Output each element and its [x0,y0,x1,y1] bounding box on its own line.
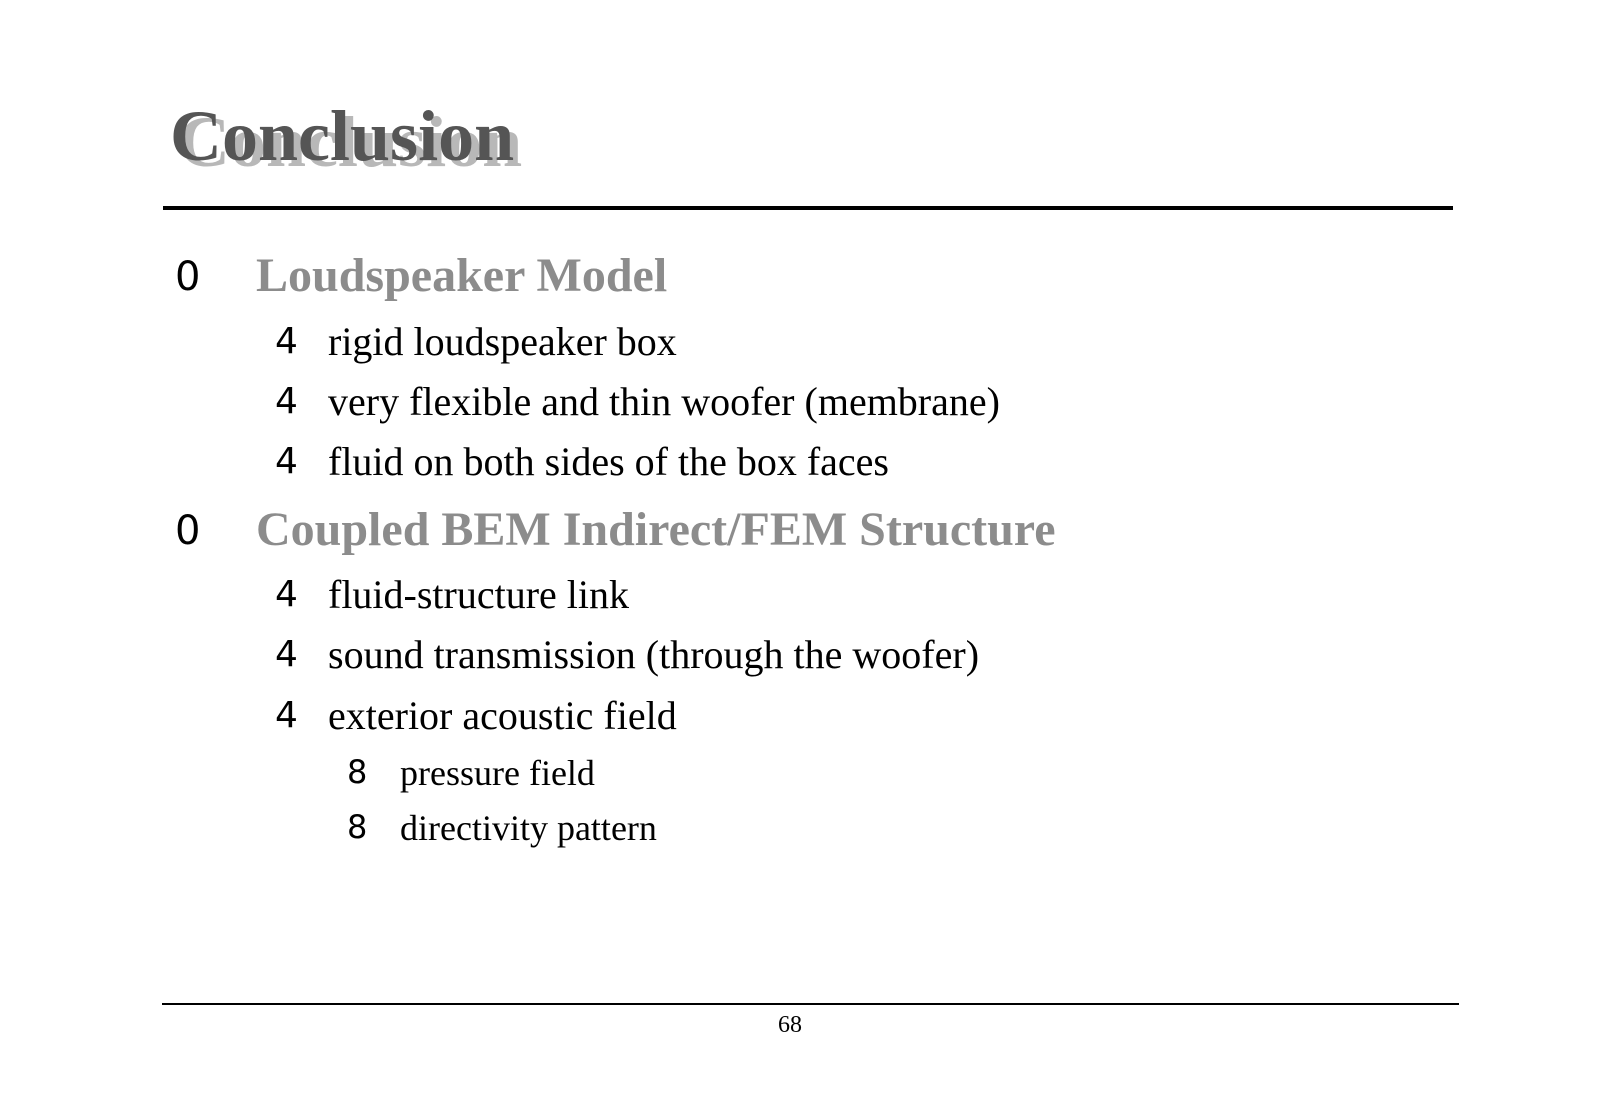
item-bullet: 4 [275,695,298,736]
section-heading-loudspeaker-model: Loudspeaker Model [256,249,668,302]
section-bullet: 0 [175,508,201,554]
section-heading-coupled-bem: Coupled BEM Indirect/FEM Structure [256,503,1056,556]
list-item: exterior acoustic field [328,693,677,738]
list-item: sound transmission (through the woofer) [328,632,980,677]
footer-divider [162,1003,1459,1005]
sub-list-item: directivity pattern [400,808,657,848]
list-item: fluid on both sides of the box faces [328,439,889,484]
item-bullet: 4 [275,574,298,615]
section-bullet: 0 [175,254,201,300]
item-bullet: 4 [275,441,298,482]
title-divider [163,206,1453,210]
list-item: very flexible and thin woofer (membrane) [328,379,1000,424]
page-number: 68 [778,1012,802,1038]
item-bullet: 4 [275,381,298,422]
item-bullet: 4 [275,321,298,362]
slide-title: Conclusion [170,96,515,176]
subitem-bullet: 8 [347,753,368,791]
list-item: rigid loudspeaker box [328,319,677,364]
sub-list-item: pressure field [400,753,595,793]
item-bullet: 4 [275,634,298,675]
subitem-bullet: 8 [347,808,368,846]
list-item: fluid-structure link [328,572,630,617]
